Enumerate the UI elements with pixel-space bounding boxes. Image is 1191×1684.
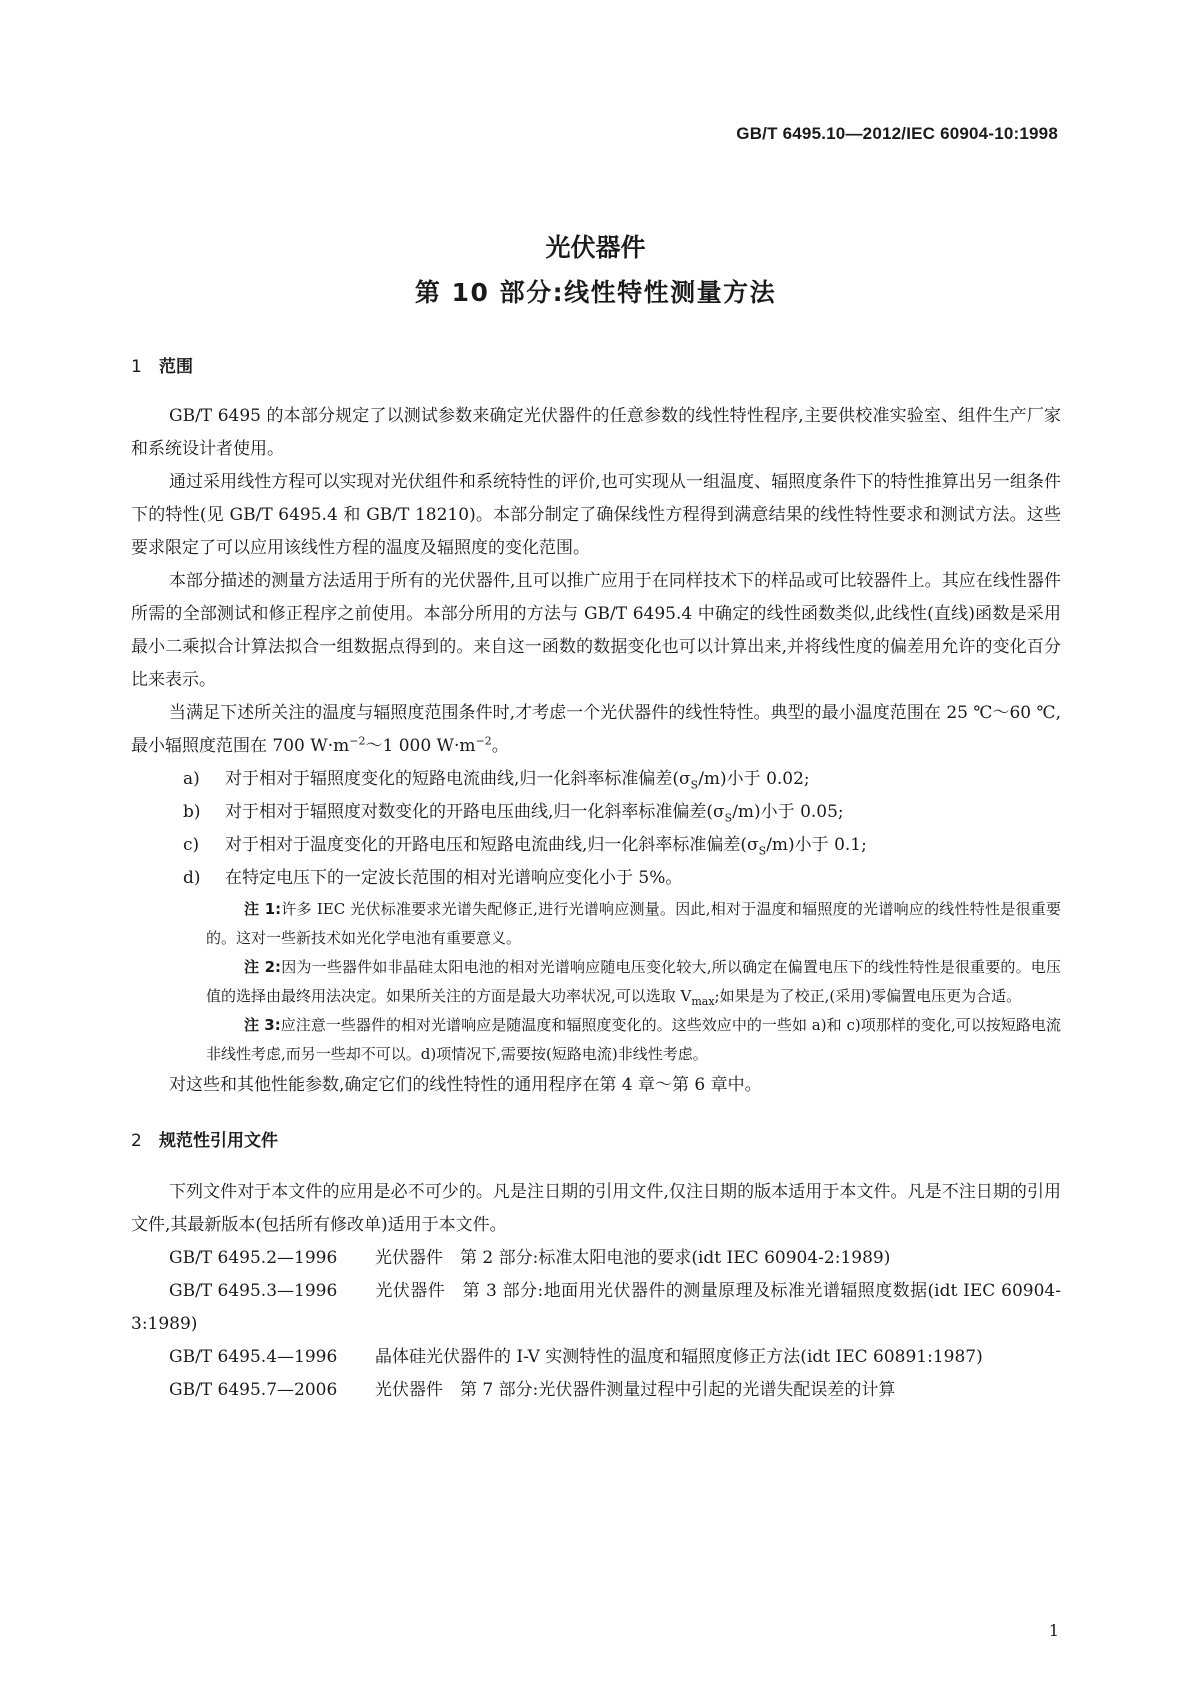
document-title: 光伏器件 bbox=[545, 233, 646, 262]
document-subtitle: 第 10 部分:线性特性测量方法 bbox=[414, 278, 777, 307]
subscript: max bbox=[691, 995, 715, 1008]
note bbox=[131, 1011, 1061, 1069]
note-label: 注 3: bbox=[244, 1016, 281, 1034]
reference-code: GB/T 6495.2—1996 bbox=[169, 1248, 338, 1268]
note bbox=[131, 953, 1061, 1011]
reference-title: 光伏器件 第 7 部分:光伏器件测量过程中引起的光谱失配误差的计算 bbox=[375, 1380, 896, 1400]
list-text: 对于相对于辐照度变化的短路电流曲线,归一化斜率标准偏差(σ bbox=[225, 769, 691, 789]
list-label: c) bbox=[183, 835, 200, 855]
paragraph: 下列文件对于本文件的应用是必不可少的。凡是注日期的引用文件,仅注日期的版本适用于本文件。凡是不注日期的引用文件,其最新版本(包括所有修改单)适用于本文件。 bbox=[131, 1182, 1061, 1235]
note-text: 许多 IEC 光伏标准要求光谱失配修正,进行光谱响应测量。因此,相对于温度和辐照度的光谱响应的线性特性是很重要的。这对一些新技术如光化学电池有重要意义。 bbox=[206, 900, 1061, 947]
reference-title: 光伏器件 第 3 部分:地面用光伏器件的测量原理及标准光谱辐照度数据(idt IEC 60904-3:1989) bbox=[131, 1281, 1061, 1334]
section-1-heading bbox=[131, 352, 193, 377]
section-2-body bbox=[131, 1176, 1061, 1407]
reference-title: 晶体硅光伏器件的 I-V 实测特性的温度和辐照度修正方法(idt IEC 60891:1987) bbox=[375, 1347, 983, 1367]
paragraph: GB/T 6495 的本部分规定了以测试参数来确定光伏器件的任意参数的线性特性程序,主要供校准实验室、组件生产厂家和系统设计者使用。 bbox=[131, 406, 1061, 459]
list-text: 对于相对于辐照度对数变化的开路电压曲线,归一化斜率标准偏差(σ bbox=[225, 802, 725, 822]
superscript: −2 bbox=[475, 734, 492, 748]
subscript: S bbox=[758, 844, 767, 858]
subscript: S bbox=[690, 778, 699, 792]
reference-code: GB/T 6495.7—2006 bbox=[169, 1380, 338, 1400]
subscript: S bbox=[724, 811, 733, 825]
list-item bbox=[131, 796, 1061, 829]
superscript: −2 bbox=[349, 734, 366, 748]
reference-code: GB/T 6495.3—1996 bbox=[169, 1281, 338, 1301]
list-text: /m)小于 0.02; bbox=[698, 769, 810, 789]
paragraph: 对这些和其他性能参数,确定它们的线性特性的通用程序在第 4 章～第 6 章中。 bbox=[169, 1075, 762, 1095]
text-run: 。 bbox=[491, 736, 509, 756]
section-1-body bbox=[131, 400, 1061, 1102]
list-text: 对于相对于温度变化的开路电压和短路电流曲线,归一化斜率标准偏差(σ bbox=[225, 835, 759, 855]
page-number: 1 bbox=[1048, 1621, 1059, 1640]
list-text: 在特定电压下的一定波长范围的相对光谱响应变化小于 5%。 bbox=[225, 868, 683, 888]
section-title: 规范性引用文件 bbox=[159, 1131, 278, 1151]
section-number: 2 bbox=[131, 1131, 142, 1151]
reference-item bbox=[131, 1341, 1061, 1374]
standard-code: GB/T 6495.10—2012/IEC 60904-10:1998 bbox=[736, 124, 1058, 143]
paragraph: 本部分描述的测量方法适用于所有的光伏器件,且可以推广应用于在同样技术下的样品或可比较器件上。其应在线性器件所需的全部测试和修正程序之前使用。本部分所用的方法与 GB/T 6495.4 中确定的线性函数类似,此线性(直线)函数是采用最小二乘拟合计算法拟合一组数据点得到的。来自这一函数的数据变化也可以计算出来,并将线性度的偏差用允许的变化百分比来表示。 bbox=[131, 571, 1061, 690]
reference-item bbox=[131, 1242, 1061, 1275]
section-number: 1 bbox=[131, 357, 142, 377]
list-item bbox=[131, 862, 1061, 895]
note-text: 因为一些器件如非晶硅太阳电池的相对光谱响应随电压变化较大,所以确定在偏置电压下的线性特性是很重要的。电压值的选择由最终用法决定。如果所关注的方面是最大功率状况,可以选取 V bbox=[206, 958, 1061, 1005]
reference-item bbox=[131, 1275, 1061, 1341]
note-text: 应注意一些器件的相对光谱响应是随温度和辐照度变化的。这些效应中的一些如 a)和 c)项那样的变化,可以按短路电流非线性考虑,而另一些却不可以。d)项情况下,需要按(短路电流)非线性考虑。 bbox=[206, 1016, 1061, 1063]
note-label: 注 2: bbox=[244, 958, 282, 976]
paragraph: 通过采用线性方程可以实现对光伏组件和系统特性的评价,也可实现从一组温度、辐照度条件下的特性推算出另一组条件下的特性(见 GB/T 6495.4 和 GB/T 18210)。本部分制定了确保线性方程得到满意结果的线性特性要求和测试方法。这些要求限定了可以应用该线性方程的温度及辐照度的变化范围。 bbox=[131, 472, 1061, 558]
reference-title: 光伏器件 第 2 部分:标准太阳电池的要求(idt IEC 60904-2:1989) bbox=[375, 1248, 891, 1268]
list-label: a) bbox=[183, 769, 200, 789]
reference-item bbox=[131, 1374, 1061, 1407]
note-text: ;如果是为了校正,(采用)零偏置电压更为合适。 bbox=[714, 987, 1022, 1005]
section-title: 范围 bbox=[159, 357, 193, 377]
section-2-heading bbox=[131, 1126, 278, 1151]
paragraph bbox=[131, 697, 1061, 763]
text-run: 当满足下述所关注的温度与辐照度范围条件时,才考虑一个光伏器件的线性特性。典型的最小温度范围在 25 ℃～60 ℃,最小辐照度范围在 700 W·m bbox=[131, 703, 1061, 756]
list-label: b) bbox=[183, 802, 201, 822]
list-label: d) bbox=[183, 868, 201, 888]
reference-code: GB/T 6495.4—1996 bbox=[169, 1347, 338, 1367]
list-text: /m)小于 0.1; bbox=[766, 835, 867, 855]
note bbox=[131, 895, 1061, 953]
list-item bbox=[131, 829, 1061, 862]
note-label: 注 1: bbox=[244, 900, 282, 918]
text-run: ～1 000 W·m bbox=[365, 736, 476, 756]
list-text: /m)小于 0.05; bbox=[732, 802, 844, 822]
list-item bbox=[131, 763, 1061, 796]
